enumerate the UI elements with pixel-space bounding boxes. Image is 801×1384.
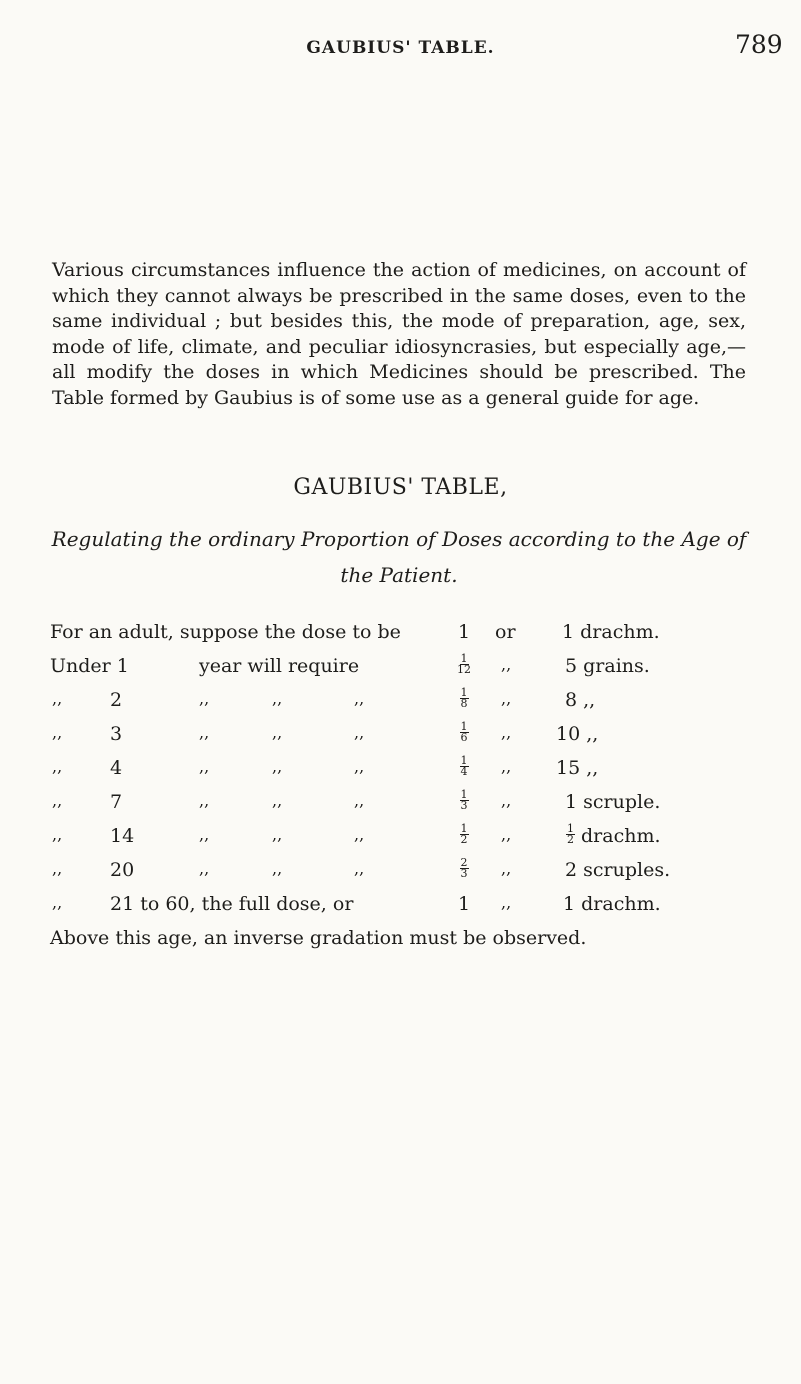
row-quantity: 15 ,,	[556, 757, 599, 779]
row-ditto: ,,	[272, 757, 283, 776]
row-ditto: ,,	[501, 655, 512, 674]
row-ditto: ,,	[272, 825, 283, 844]
intro-paragraph: Various circumstances influence the action of medicines, on account of which they cannot always be prescribed in the same doses, even to the same individual ; but besides this, the mode of preparation, age, sex, mode of life, climate, and peculiar idiosyncrasies, but especially age,—all modify the doses in which Medicines should be prescribed. The Table formed by Gaubius is of some use as a general guide for age.	[52, 259, 746, 409]
row-ditto: ,,	[52, 893, 63, 912]
row-label: Under 1	[50, 655, 129, 677]
table-row	[0, 753, 801, 791]
adult-label: For an adult, suppose the dose to be	[50, 621, 401, 643]
row-ditto: ,,	[199, 825, 210, 844]
table-row	[0, 855, 801, 893]
row-quantity: 2 scruples.	[565, 859, 671, 881]
row-ditto: ,,	[52, 825, 63, 844]
row-ditto: ,,	[501, 757, 512, 776]
table-row-adult-range	[0, 893, 801, 927]
row-ditto: ,,	[52, 791, 63, 810]
row-label: 21 to 60, the full dose, or	[110, 893, 354, 915]
row-ditto: ,,	[354, 723, 365, 742]
row-quantity: 1 scruple.	[565, 791, 661, 813]
row-quantity: 1 drachm.	[563, 893, 661, 915]
row-age: 20	[110, 859, 135, 881]
table-row	[0, 685, 801, 723]
row-ditto: ,,	[199, 689, 210, 708]
table-row	[0, 719, 801, 757]
row-ditto: ,,	[354, 791, 365, 810]
row-ditto: ,,	[354, 757, 365, 776]
row-quantity: 5 grains.	[565, 655, 650, 677]
row-quantity: 8 ,,	[565, 689, 596, 711]
row-fraction: $\frac{2}{3}$	[460, 855, 468, 880]
row-ditto: ,,	[354, 689, 365, 708]
row-ditto: ,,	[272, 791, 283, 810]
row-ditto: ,,	[52, 723, 63, 742]
table-row	[0, 821, 801, 859]
footer-note: Above this age, an inverse gradation must be observed.	[50, 927, 587, 949]
row-fraction: $\frac{1}{6}$	[460, 719, 468, 744]
row-ditto: ,,	[199, 723, 210, 742]
row-separator: ,,	[501, 893, 512, 912]
row-ditto: ,,	[272, 689, 283, 708]
row-ditto: ,,	[52, 689, 63, 708]
adult-quantity: 1 drachm.	[562, 621, 660, 643]
adult-fraction: 1	[457, 621, 471, 643]
row-fraction: 1	[457, 893, 471, 915]
page-number: 789	[735, 30, 783, 59]
row-ditto: ,,	[199, 791, 210, 810]
row-age: 3	[110, 723, 123, 745]
row-fraction: $\frac{1}{2}$	[460, 821, 468, 846]
row-ditto: ,,	[501, 791, 512, 810]
table-row	[0, 787, 801, 825]
row-ditto: ,,	[199, 757, 210, 776]
row-ditto: ,,	[52, 859, 63, 878]
row-age: 7	[110, 791, 123, 813]
row-fraction: $\frac{1}{3}$	[460, 787, 468, 812]
table-subtitle: Regulating the ordinary Proportion of Doses according to the Age of the Patient.	[51, 527, 747, 587]
adult-separator: or	[495, 621, 516, 643]
row-ditto: ,,	[354, 859, 365, 878]
row-age: 4	[110, 757, 123, 779]
table-row-under-1	[0, 651, 801, 689]
row-ditto: ,,	[354, 825, 365, 844]
row-quantity: 10 ,,	[556, 723, 599, 745]
row-ditto: ,,	[501, 859, 512, 878]
row-ditto: ,,	[272, 859, 283, 878]
running-title: GAUBIUS' TABLE.	[306, 38, 495, 58]
table-row-adult	[0, 621, 801, 655]
row-age: 2	[110, 689, 123, 711]
row-ditto: ,,	[501, 825, 512, 844]
row-quantity: $\frac{1}{2}$ drachm.	[567, 821, 661, 847]
row-fraction: $\frac{1}{8}$	[460, 685, 468, 710]
row-ditto: ,,	[272, 723, 283, 742]
row-ditto: ,,	[501, 689, 512, 708]
row-ditto: ,,	[501, 723, 512, 742]
row-ditto: ,,	[52, 757, 63, 776]
row-fraction: $\frac{1}{4}$	[460, 753, 468, 778]
row-age-suffix: year will require	[199, 655, 360, 677]
row-fraction: $\frac{1}{12}$	[457, 651, 471, 676]
row-age: 14	[110, 825, 135, 847]
table-title: GAUBIUS' TABLE,	[293, 475, 508, 500]
row-ditto: ,,	[199, 859, 210, 878]
